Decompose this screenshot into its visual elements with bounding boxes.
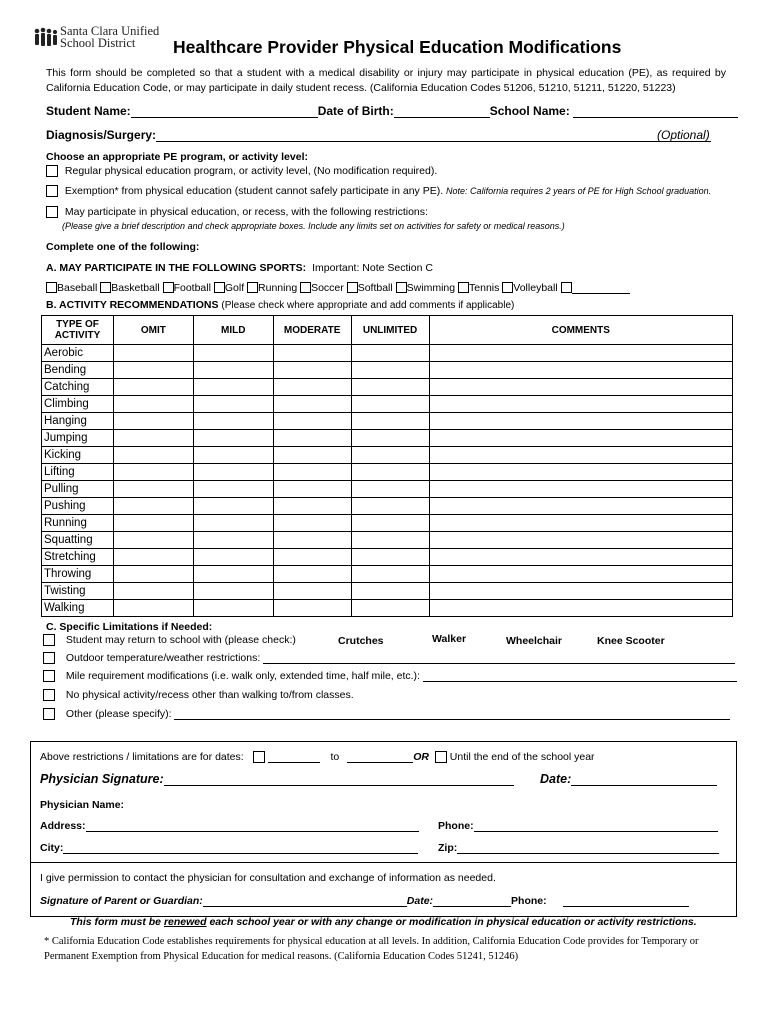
mile-field[interactable] <box>423 670 737 682</box>
moderate-cell[interactable] <box>273 396 351 413</box>
table-row <box>42 362 733 379</box>
program-option-exemption <box>46 185 711 197</box>
moderate-cell[interactable] <box>273 498 351 515</box>
physician-date-label: Date: <box>540 772 572 786</box>
physician-signature-field[interactable] <box>164 774 514 786</box>
activity-name: Pulling <box>42 481 114 498</box>
table-row <box>42 345 733 362</box>
sport-checkbox[interactable] <box>100 282 111 293</box>
activity-name: Running <box>42 515 114 532</box>
sport-checkbox[interactable] <box>247 282 258 293</box>
sport-label: Baseball <box>57 282 98 294</box>
renew-post: each school year or with any change or modification in physical education or activity restrictions. <box>206 916 697 928</box>
zip-label: Zip: <box>438 842 458 854</box>
exemption-label: Exemption* from physical education (student cannot safely participate in any PE). <box>64 185 444 197</box>
diagnosis-row <box>46 128 711 142</box>
table-row <box>42 379 733 396</box>
aid-crutches[interactable]: Crutches <box>338 635 384 647</box>
district-logo <box>33 25 173 53</box>
logo-line-2: School District <box>60 36 136 50</box>
comments-cell[interactable] <box>429 583 732 600</box>
restrictions-note: (Please give a brief description and check appropriate boxes. Include any limits set on activities for safety or medical reasons.) <box>62 221 565 231</box>
col-header-moderate: MODERATE <box>273 316 351 345</box>
comments-cell[interactable] <box>429 362 732 379</box>
sport-label: Tennis <box>469 282 500 294</box>
activity-name: Climbing <box>42 396 114 413</box>
sport-label: Basketball <box>111 282 160 294</box>
return-checkbox[interactable] <box>43 634 55 646</box>
unlimited-cell[interactable] <box>351 532 429 549</box>
comments-cell[interactable] <box>429 396 732 413</box>
moderate-cell[interactable] <box>273 464 351 481</box>
sports-list <box>46 282 630 294</box>
section-b-heading-row <box>46 299 514 311</box>
dob-field[interactable] <box>394 106 490 118</box>
omit-cell[interactable] <box>113 345 193 362</box>
sport-checkbox[interactable] <box>347 282 358 293</box>
parent-phone-label: Phone: <box>511 895 547 907</box>
table-row <box>42 481 733 498</box>
sport-other-checkbox[interactable] <box>561 282 572 293</box>
moderate-cell[interactable] <box>273 532 351 549</box>
section-a-heading: A. MAY PARTICIPATE IN THE FOLLOWING SPORTS: <box>46 262 307 274</box>
moderate-cell[interactable] <box>273 566 351 583</box>
moderate-cell[interactable] <box>273 447 351 464</box>
unlimited-cell[interactable] <box>351 362 429 379</box>
aid-knee-scooter[interactable]: Knee Scooter <box>597 635 665 647</box>
date-to-field[interactable] <box>347 751 413 763</box>
city-field[interactable] <box>63 842 418 854</box>
activity-name: Pushing <box>42 498 114 515</box>
mild-cell[interactable] <box>193 583 273 600</box>
mild-cell[interactable] <box>193 566 273 583</box>
physician-signature-label: Physician Signature: <box>40 772 164 786</box>
school-name-field[interactable] <box>573 106 738 118</box>
activity-name: Throwing <box>42 566 114 583</box>
activity-name: Catching <box>42 379 114 396</box>
date-from-field[interactable] <box>268 751 320 763</box>
col-header-type: TYPE OF ACTIVITY <box>42 316 114 345</box>
table-row <box>42 583 733 600</box>
comments-cell[interactable] <box>429 498 732 515</box>
unlimited-cell[interactable] <box>351 430 429 447</box>
comments-cell[interactable] <box>429 430 732 447</box>
other-field[interactable] <box>174 708 730 720</box>
comments-cell[interactable] <box>429 532 732 549</box>
zip-row <box>438 842 719 854</box>
city-row <box>40 842 418 854</box>
moderate-cell[interactable] <box>273 430 351 447</box>
city-label: City: <box>40 842 64 854</box>
regular-pe-label: Regular physical education program, or activity level, (No modification required). <box>64 165 438 177</box>
omit-cell[interactable] <box>113 600 193 617</box>
moderate-cell[interactable] <box>273 515 351 532</box>
sport-checkbox[interactable] <box>46 282 57 293</box>
student-name-label: Student Name: <box>46 104 131 118</box>
sport-label: Softball <box>357 282 393 294</box>
dates-row <box>40 751 595 763</box>
table-row <box>42 464 733 481</box>
mild-cell[interactable] <box>193 430 273 447</box>
omit-cell[interactable] <box>113 413 193 430</box>
renew-notice <box>70 916 697 928</box>
sport-checkbox[interactable] <box>214 282 225 293</box>
mild-cell[interactable] <box>193 600 273 617</box>
moderate-cell[interactable] <box>273 379 351 396</box>
omit-cell[interactable] <box>113 549 193 566</box>
table-header-row <box>42 316 733 345</box>
omit-cell[interactable] <box>113 481 193 498</box>
unlimited-cell[interactable] <box>351 447 429 464</box>
comments-cell[interactable] <box>429 345 732 362</box>
comments-cell[interactable] <box>429 413 732 430</box>
comments-cell[interactable] <box>429 379 732 396</box>
table-row <box>42 566 733 583</box>
address-row <box>40 820 419 832</box>
unlimited-cell[interactable] <box>351 464 429 481</box>
moderate-cell[interactable] <box>273 345 351 362</box>
omit-cell[interactable] <box>113 583 193 600</box>
parent-signature-label: Signature of Parent or Guardian: <box>40 895 203 907</box>
activity-name: Twisting <box>42 583 114 600</box>
activity-table <box>41 315 733 617</box>
mild-cell[interactable] <box>193 413 273 430</box>
other-label: Other (please specify): <box>65 708 172 720</box>
activity-name: Stretching <box>42 549 114 566</box>
renew-word: renewed <box>163 916 207 928</box>
box-divider <box>30 862 737 863</box>
outdoor-label: Outdoor temperature/weather restrictions: <box>65 652 261 664</box>
comments-cell[interactable] <box>429 481 732 498</box>
col-header-unlimited: UNLIMITED <box>351 316 429 345</box>
section-b-note: (Please check where appropriate and add comments if applicable) <box>221 300 515 311</box>
dates-label: Above restrictions / limitations are for dates: <box>40 751 244 763</box>
sport-checkbox[interactable] <box>300 282 311 293</box>
mild-cell[interactable] <box>193 362 273 379</box>
program-heading: Choose an appropriate PE program, or activity level: <box>46 151 308 163</box>
activity-name: Lifting <box>42 464 114 481</box>
unlimited-cell[interactable] <box>351 481 429 498</box>
return-aids-row <box>43 634 296 646</box>
form-title: Healthcare Provider Physical Education Modifications <box>173 37 622 57</box>
mild-cell[interactable] <box>193 345 273 362</box>
student-info-row <box>46 104 738 118</box>
sport-label: Football <box>173 282 211 294</box>
comments-cell[interactable] <box>429 464 732 481</box>
comments-cell[interactable] <box>429 600 732 617</box>
end-of-year-checkbox[interactable] <box>435 751 447 763</box>
mild-cell[interactable] <box>193 532 273 549</box>
sport-label: Running <box>258 282 298 294</box>
section-a-note: Important: Note Section C <box>312 262 433 274</box>
optional-note: (Optional) <box>657 128 710 142</box>
end-of-year-label: Until the end of the school year <box>449 751 595 763</box>
diagnosis-label: Diagnosis/Surgery: <box>46 128 157 142</box>
sport-label: Swimming <box>406 282 456 294</box>
omit-cell[interactable] <box>113 396 193 413</box>
omit-cell[interactable] <box>113 447 193 464</box>
physician-date-field[interactable] <box>571 774 717 786</box>
unlimited-cell[interactable] <box>351 498 429 515</box>
omit-cell[interactable] <box>113 498 193 515</box>
mile-checkbox[interactable] <box>43 670 55 682</box>
outdoor-row <box>43 652 735 664</box>
phone-field[interactable] <box>474 820 718 832</box>
sport-checkbox[interactable] <box>396 282 407 293</box>
activity-name: Bending <box>42 362 114 379</box>
phone-row <box>438 820 718 832</box>
program-option-restrictions <box>46 206 428 218</box>
section-a-heading-row <box>46 262 433 274</box>
omit-cell[interactable] <box>113 379 193 396</box>
table-row <box>42 515 733 532</box>
no-activity-label: No physical activity/recess other than walking to/from classes. <box>65 689 354 701</box>
aid-wheelchair[interactable]: Wheelchair <box>506 635 563 647</box>
table-row <box>42 413 733 430</box>
restrictions-checkbox[interactable] <box>46 206 58 218</box>
unlimited-cell[interactable] <box>351 345 429 362</box>
sport-label: Golf <box>224 282 245 294</box>
mild-cell[interactable] <box>193 481 273 498</box>
sport-other-field[interactable] <box>572 282 630 294</box>
physician-date-row <box>540 772 717 786</box>
logo-line-1: Santa Clara Unified <box>60 24 160 38</box>
dates-or: OR <box>413 751 429 763</box>
school-name-label: School Name: <box>489 104 570 118</box>
activity-name: Squatting <box>42 532 114 549</box>
parent-signature-row <box>40 895 689 907</box>
student-name-field[interactable] <box>131 106 318 118</box>
activity-name: Hanging <box>42 413 114 430</box>
address-label: Address: <box>40 820 86 832</box>
sport-checkbox[interactable] <box>458 282 469 293</box>
table-row <box>42 396 733 413</box>
physician-signature-row <box>40 772 514 786</box>
address-field[interactable] <box>86 820 419 832</box>
mild-cell[interactable] <box>193 447 273 464</box>
activity-name: Aerobic <box>42 345 114 362</box>
sport-label: Soccer <box>311 282 344 294</box>
parent-date-label: Date: <box>406 895 434 907</box>
outdoor-checkbox[interactable] <box>43 652 55 664</box>
permission-text: I give permission to contact the physician for consultation and exchange of information as needed. <box>40 872 496 884</box>
col-header-omit: OMIT <box>113 316 193 345</box>
intro-paragraph: This form should be completed so that a student with a medical disability or injury may participate in physical education (PE), as required by California Education Code, or may participate in daily student recess. (California Education Codes 51206, 51210, 51211, 51220, 51223) <box>46 67 726 94</box>
outdoor-field[interactable] <box>263 652 735 664</box>
unlimited-cell[interactable] <box>351 549 429 566</box>
physician-name-label: Physician Name: <box>40 799 125 811</box>
mild-cell[interactable] <box>193 498 273 515</box>
exemption-checkbox[interactable] <box>46 185 58 197</box>
mild-cell[interactable] <box>193 379 273 396</box>
sport-checkbox[interactable] <box>163 282 174 293</box>
section-b-heading: B. ACTIVITY RECOMMENDATIONS <box>46 299 219 311</box>
diagnosis-field[interactable] <box>156 130 711 142</box>
return-label: Student may return to school with (please check:) <box>65 634 296 646</box>
dates-checkbox[interactable] <box>253 751 265 763</box>
no-activity-row <box>43 689 354 701</box>
moderate-cell[interactable] <box>273 583 351 600</box>
omit-cell[interactable] <box>113 566 193 583</box>
other-checkbox[interactable] <box>43 708 55 720</box>
table-row <box>42 600 733 617</box>
unlimited-cell[interactable] <box>351 413 429 430</box>
table-row <box>42 498 733 515</box>
unlimited-cell[interactable] <box>351 396 429 413</box>
comments-cell[interactable] <box>429 549 732 566</box>
comments-cell[interactable] <box>429 515 732 532</box>
omit-cell[interactable] <box>113 532 193 549</box>
moderate-cell[interactable] <box>273 600 351 617</box>
restrictions-label: May participate in physical education, or recess, with the following restrictions: <box>64 206 428 218</box>
dob-label: Date of Birth: <box>317 104 394 118</box>
mild-cell[interactable] <box>193 464 273 481</box>
unlimited-cell[interactable] <box>351 600 429 617</box>
activity-name: Kicking <box>42 447 114 464</box>
sport-checkbox[interactable] <box>502 282 513 293</box>
zip-field[interactable] <box>457 842 719 854</box>
phone-label: Phone: <box>438 820 474 832</box>
parent-signature-field[interactable] <box>203 895 407 907</box>
parent-date-field[interactable] <box>433 895 511 907</box>
moderate-cell[interactable] <box>273 362 351 379</box>
mild-cell[interactable] <box>193 549 273 566</box>
parent-phone-field[interactable] <box>563 895 689 907</box>
mile-row <box>43 670 737 682</box>
omit-cell[interactable] <box>113 464 193 481</box>
program-option-regular <box>46 165 437 177</box>
unlimited-cell[interactable] <box>351 566 429 583</box>
table-row <box>42 532 733 549</box>
mild-cell[interactable] <box>193 515 273 532</box>
unlimited-cell[interactable] <box>351 515 429 532</box>
col-header-mild: MILD <box>193 316 273 345</box>
dates-to: to <box>330 751 340 763</box>
omit-cell[interactable] <box>113 362 193 379</box>
comments-cell[interactable] <box>429 566 732 583</box>
unlimited-cell[interactable] <box>351 379 429 396</box>
moderate-cell[interactable] <box>273 481 351 498</box>
activity-name: Walking <box>42 600 114 617</box>
sport-label: Volleyball <box>513 282 558 294</box>
unlimited-cell[interactable] <box>351 583 429 600</box>
renew-pre: This form must be <box>70 916 164 928</box>
moderate-cell[interactable] <box>273 413 351 430</box>
table-row <box>42 549 733 566</box>
omit-cell[interactable] <box>113 515 193 532</box>
omit-cell[interactable] <box>113 430 193 447</box>
no-activity-checkbox[interactable] <box>43 689 55 701</box>
comments-cell[interactable] <box>429 447 732 464</box>
other-row <box>43 708 730 720</box>
table-row <box>42 430 733 447</box>
table-row <box>42 447 733 464</box>
complete-one-heading: Complete one of the following: <box>46 241 200 253</box>
col-header-comments: COMMENTS <box>429 316 732 345</box>
section-c-heading: C. Specific Limitations if Needed: <box>46 621 213 633</box>
mile-label: Mile requirement modifications (i.e. walk only, extended time, half mile, etc.): <box>65 670 420 682</box>
activity-name: Jumping <box>42 430 114 447</box>
moderate-cell[interactable] <box>273 549 351 566</box>
people-logo-icon <box>33 26 59 52</box>
logo-text <box>60 25 159 49</box>
exemption-note: Note: California requires 2 years of PE for High School graduation. <box>446 186 712 196</box>
education-code-footnote: * California Education Code establishes requirements for physical education at all levels. In addition, California Education Code provides for Temporary or Permanent Exemption from Physical Education for medical reasons. (California Education Codes 51241, 51246) <box>44 936 699 962</box>
mild-cell[interactable] <box>193 396 273 413</box>
aid-walker[interactable]: Walker <box>432 633 467 645</box>
regular-pe-checkbox[interactable] <box>46 165 58 177</box>
